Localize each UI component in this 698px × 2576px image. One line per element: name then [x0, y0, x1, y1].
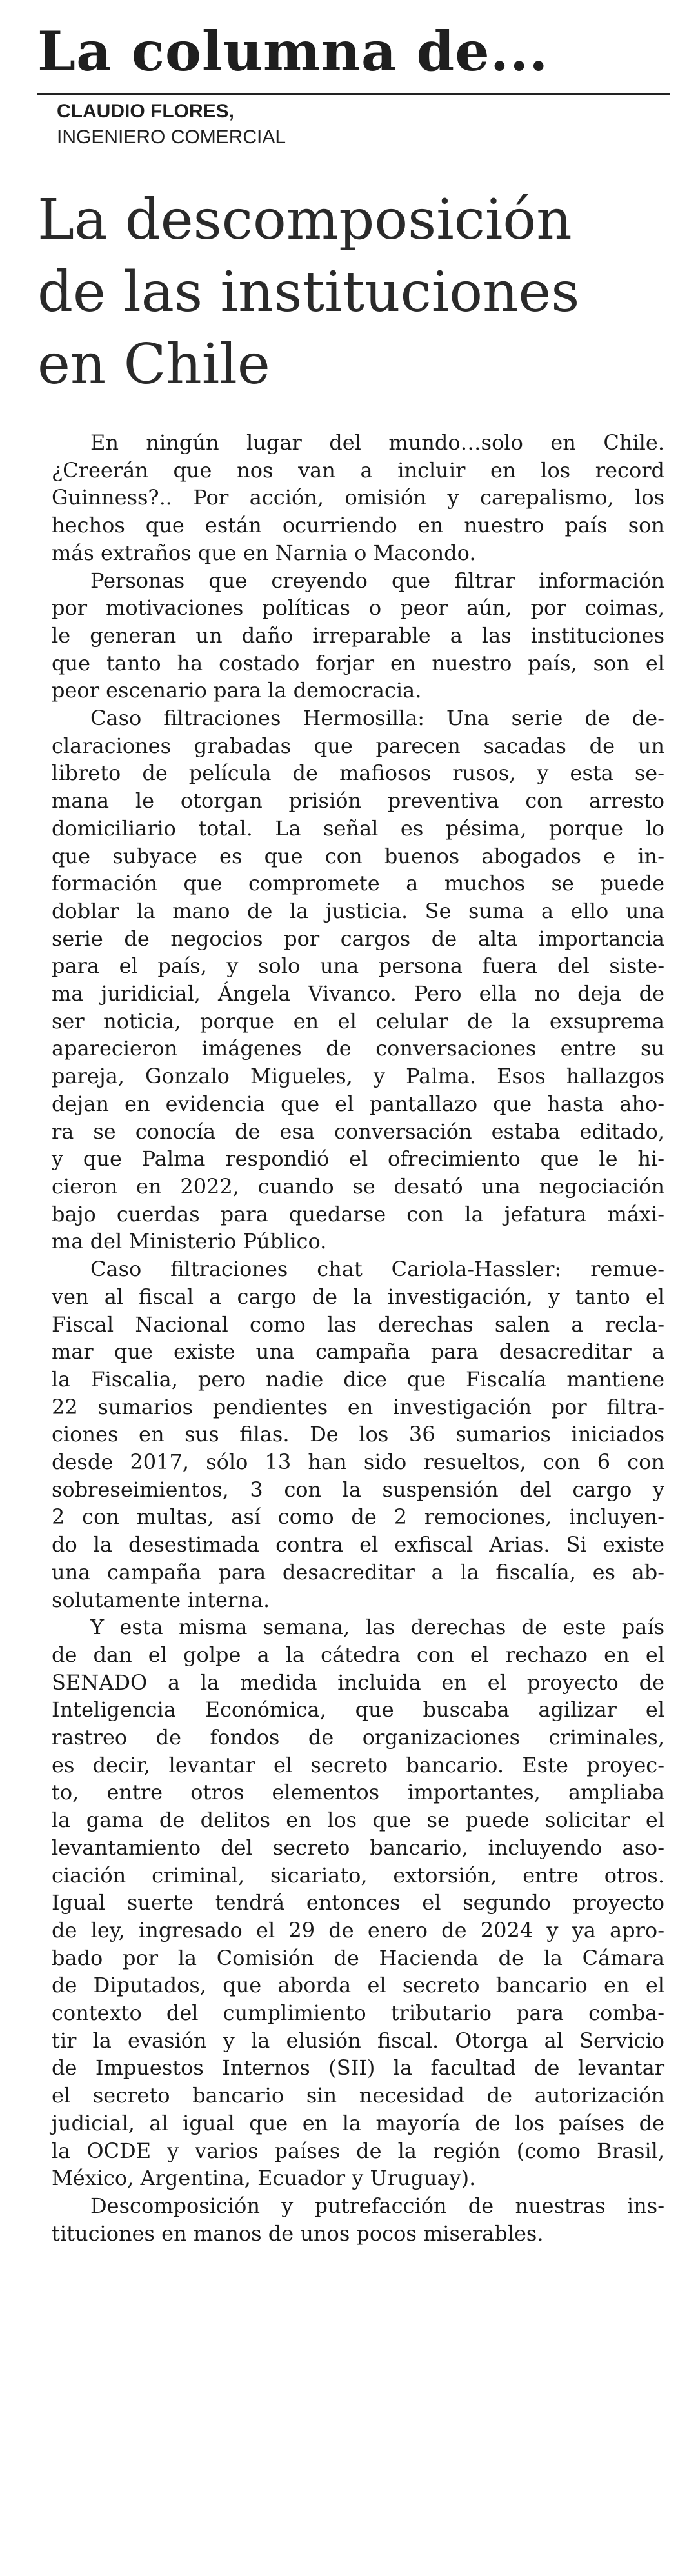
text-line: serie de negocios por cargos de alta importancia — [52, 926, 664, 951]
text-line: doblar la mano de la justicia. Se suma a ello una — [52, 898, 664, 923]
article-paragraph-2 — [52, 567, 664, 705]
text-line: 2 con multas, así como de 2 remociones, incluyen- — [52, 1504, 664, 1530]
text-line: por motivaciones políticas o peor aún, por coimas, — [52, 595, 664, 621]
text-line: dejan en evidencia que el pantallazo que hasta aho- — [52, 1091, 664, 1116]
text-line: SENADO a la medida incluida en el proyecto de — [52, 1670, 664, 1695]
text-line: to, entre otros elementos importantes, ampliaba — [52, 1780, 664, 1805]
text-line: Fiscal Nacional como las derechas salen a recla- — [52, 1312, 664, 1337]
text-line: el secreto bancario sin necesidad de autorización — [52, 2083, 664, 2108]
text-line: solutamente interna. — [52, 1587, 270, 1612]
text-line: aparecieron imágenes de conversaciones entre su — [52, 1036, 664, 1061]
text-line: peor escenario para la democracia. — [52, 678, 422, 703]
text-line: Personas que creyendo que filtrar información — [90, 568, 664, 593]
column-title: La columna de... — [37, 19, 549, 83]
text-line: ¿Creerán que nos van a incluir en los record — [52, 457, 664, 483]
text-line: domiciliario total. La señal es pésima, porque lo — [52, 815, 664, 841]
text-line: pareja, Gonzalo Migueles, y Palma. Esos hallazgos — [52, 1064, 664, 1089]
text-line: contexto del cumplimiento tributario para comba- — [52, 2001, 664, 2026]
text-line: ser noticia, porque en el celular de la exsuprema — [52, 1008, 664, 1033]
text-line: Y esta misma semana, las derechas de este país — [90, 1615, 664, 1640]
text-line: Descomposición y putrefacción de nuestras ins- — [90, 2193, 664, 2218]
article-paragraph-4 — [52, 1255, 664, 1613]
text-line: tituciones en manos de unos pocos miserables. — [52, 2221, 544, 2246]
text-line: la Fiscalia, pero nadie dice que Fiscalía mantiene — [52, 1366, 664, 1392]
text-line: ciones en sus filas. De los 36 sumarios iniciados — [52, 1422, 664, 1447]
text-line: formación que compromete a muchos se puede — [52, 871, 664, 896]
text-line: ma del Ministerio Público. — [52, 1229, 327, 1254]
text-line: Caso filtraciones chat Cariola-Hassler: remue- — [90, 1257, 664, 1282]
text-line: claraciones grabadas que parecen sacadas de un — [52, 733, 664, 758]
article-paragraph-5 — [52, 1613, 664, 2192]
headline — [37, 184, 683, 401]
text-line: sobreseimientos, 3 con la suspensión del cargo y — [52, 1477, 664, 1502]
text-line: Igual suerte tendrá entonces el segundo proyecto — [52, 1890, 664, 1915]
text-line: es decir, levantar el secreto bancario. Este proyec- — [52, 1752, 664, 1777]
text-line: de ley, ingresado el 29 de enero de 2024 y ya apro- — [52, 1917, 664, 1942]
text-line: la gama de delitos en los que se puede solicitar el — [52, 1808, 664, 1833]
text-line: libreto de película de mafiosos rusos, y esta se- — [52, 761, 664, 786]
text-line: de dan el golpe a la cátedra con el rechazo en el — [52, 1642, 664, 1667]
article-paragraph-3 — [52, 704, 664, 1255]
headline-line: de las instituciones — [37, 260, 580, 324]
text-line: Inteligencia Económica, que buscaba agilizar el — [52, 1697, 664, 1722]
text-line: rastreo de fondos de organizaciones criminales, — [52, 1725, 664, 1750]
text-line: para el país, y solo una persona fuera del siste- — [52, 954, 664, 979]
text-line: mana le otorgan prisión preventiva con arresto — [52, 788, 664, 814]
headline-line: en Chile — [37, 332, 270, 397]
author-role: INGENIERO COMERCIAL — [57, 126, 286, 148]
text-line: una campaña para desacreditar a la fiscalía, es ab- — [52, 1559, 664, 1584]
article-paragraph-6 — [52, 2192, 664, 2247]
text-line: desde 2017, sólo 13 han sido resueltos, con 6 con — [52, 1450, 664, 1475]
text-line: En ningún lugar del mundo…solo en Chile. — [90, 430, 664, 455]
text-line: ra se conocía de esa conversación estaba editado, — [52, 1119, 664, 1144]
text-line: de Impuestos Internos (SII) la facultad de levantar — [52, 2055, 664, 2081]
title-rule — [37, 93, 670, 95]
text-line: Caso filtraciones Hermosilla: Una serie de de- — [90, 706, 664, 731]
text-line: de Diputados, que aborda el secreto bancario en el — [52, 1973, 664, 1998]
article-paragraph-1 — [52, 429, 664, 567]
text-line: la OCDE y varios países de la región (como Brasil, — [52, 2138, 664, 2163]
text-line: bajo cuerdas para quedarse con la jefatura máxi- — [52, 1201, 664, 1226]
text-line: tir la evasión y la elusión fiscal. Otorga al Servicio — [52, 2028, 664, 2053]
text-line: mar que existe una campaña para desacreditar a — [52, 1339, 664, 1364]
text-line: Guinness?.. Por acción, omisión y carepalismo, los — [52, 485, 664, 510]
author-name: CLAUDIO FLORES, — [57, 101, 234, 122]
text-line: ven al fiscal a cargo de la investigación, y tanto el — [52, 1284, 664, 1309]
text-line: cieron en 2022, cuando se desató una negociación — [52, 1173, 664, 1199]
text-line: bado por la Comisión de Hacienda de la Cámara — [52, 1945, 664, 1970]
text-line: hechos que están ocurriendo en nuestro país son — [52, 513, 664, 538]
text-line: México, Argentina, Ecuador y Uruguay). — [52, 2166, 476, 2191]
text-line: judicial, al igual que en la mayoría de los países de — [52, 2110, 664, 2135]
text-line: que subyace es que con buenos abogados e in- — [52, 843, 664, 868]
text-line: 22 sumarios pendientes en investigación por filtra- — [52, 1394, 664, 1419]
text-line: levantamiento del secreto bancario, incluyendo aso- — [52, 1835, 664, 1860]
text-line: ciación criminal, sicariato, extorsión, entre otros. — [52, 1862, 664, 1888]
text-line: que tanto ha costado forjar en nuestro país, son el — [52, 650, 664, 675]
text-line: do la desestimada contra el exfiscal Arias. Si existe — [52, 1532, 664, 1557]
text-line: y que Palma respondió el ofrecimiento que le hi- — [52, 1146, 664, 1172]
text-line: más extraños que en Narnia o Macondo. — [52, 540, 476, 565]
text-line: ma juridicial, Ángela Vivanco. Pero ella no deja de — [52, 981, 664, 1006]
headline-line: La descomposición — [37, 188, 572, 252]
text-line: le generan un daño irreparable a las instituciones — [52, 623, 664, 648]
article-body — [52, 429, 664, 2247]
